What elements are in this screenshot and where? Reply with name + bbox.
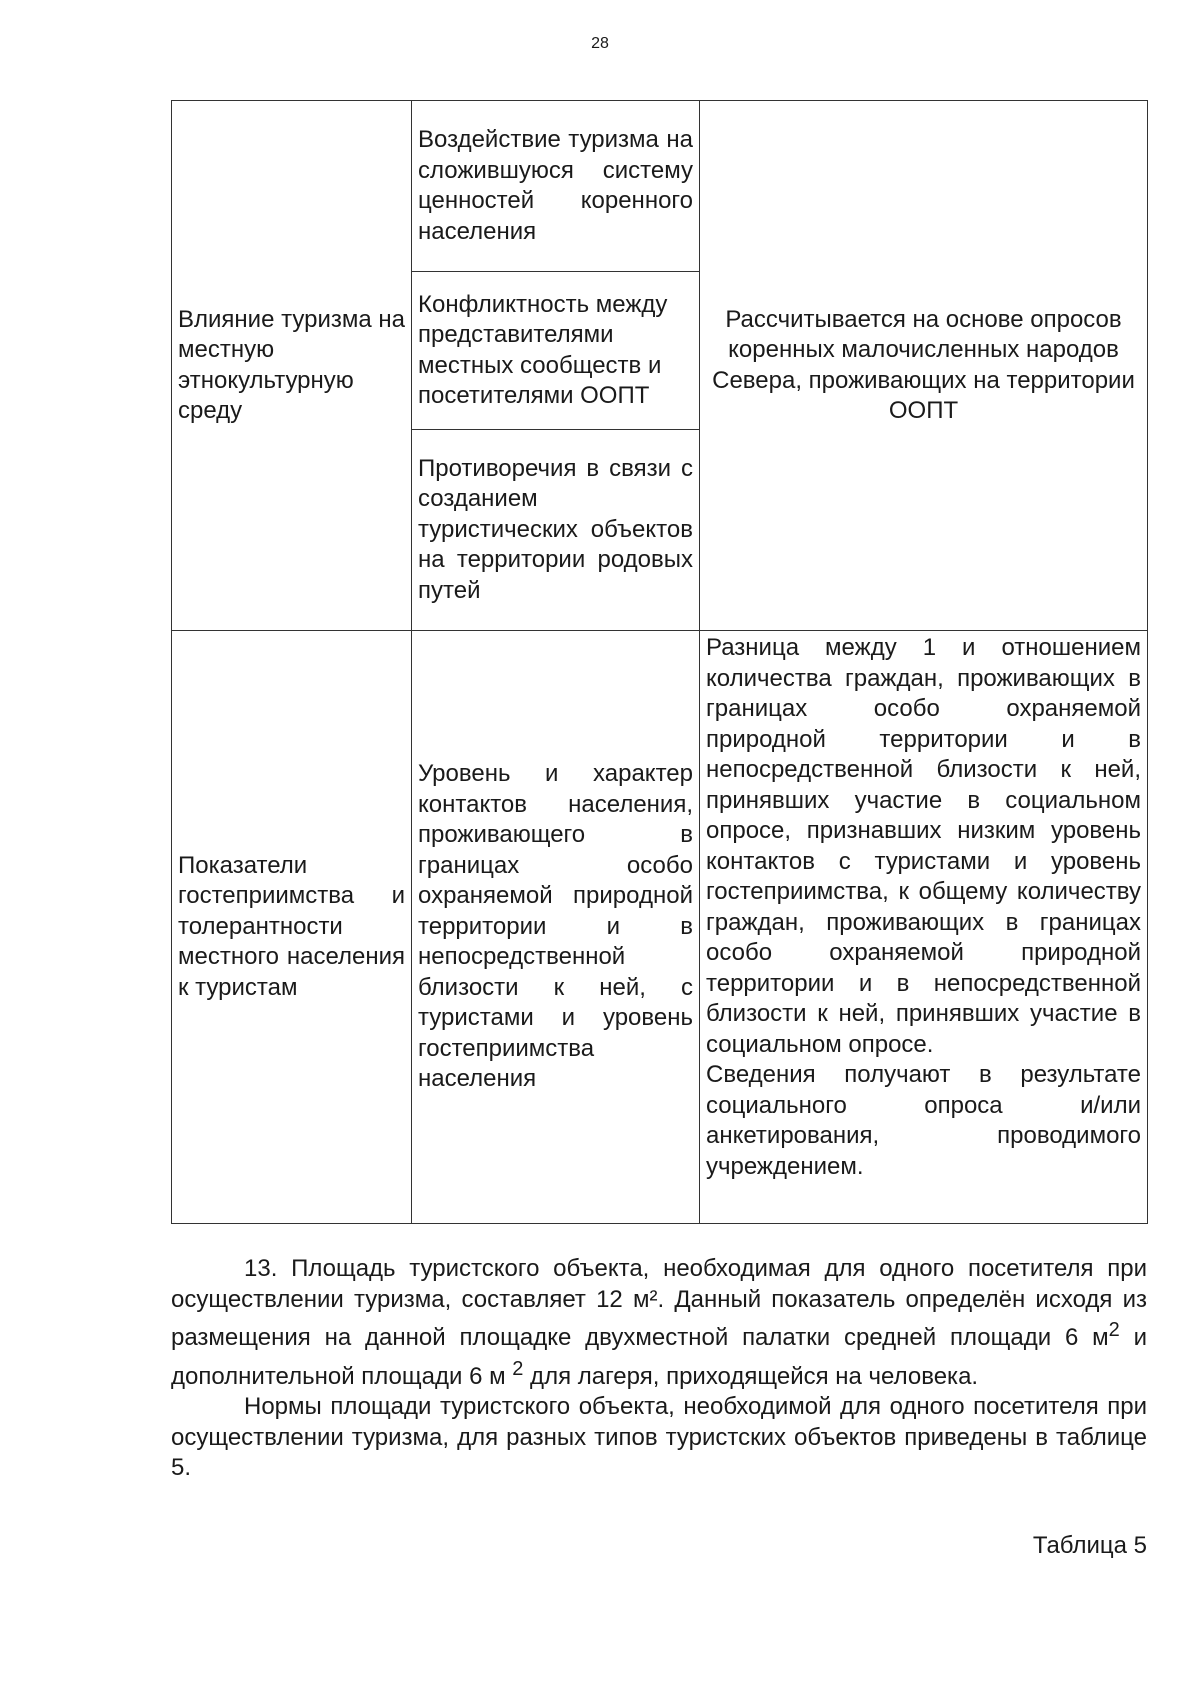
table-cell-sub-values: Воздействие туризма на сложившуюся систему ценностей коренного населения: [412, 101, 700, 272]
body-text: [171, 1254, 1147, 1484]
table-row: [172, 631, 1148, 1224]
page-number: 28: [591, 35, 609, 52]
table-cell-method-survey: Рассчитывается на основе опросов коренных малочисленных народов Севера, проживающих на территории ООПТ: [700, 101, 1148, 631]
table-caption: Таблица 5: [1032, 1532, 1147, 1559]
superscript: 2: [512, 1357, 524, 1380]
table-cell-sub-contacts: Уровень и характер контактов населения, проживающего в границах особо охраняемой природной территории и в непосредственной близости к ней, с туристами и уровень гостеприимства населения: [412, 631, 700, 1224]
table-cell-method-hospitality: [700, 631, 1148, 1224]
table-cell-sub-conflict: Конфликтность между представителями местных сообществ и посетителями ООПТ: [412, 272, 700, 430]
table-row: [172, 101, 1148, 272]
method-paragraph: Разница между 1 и отношением количества граждан, проживающих в границах особо охраняемой природной территории и в непосредственной близости к ней, принявших участие в социальном опросе, признавших низким уровень контактов с туристами и уровень гостеприимства, к общему количеству граждан, проживающих в границах особо охраняемой природной территории и в непосредственной близости к ней, принявших участие в социальном опросе.: [706, 634, 1141, 1058]
paragraph-13: 13. Площадь туристского объекта, необходимая для одного посетителя при осуществлении туризма, составляет 12 м². Данный показатель определён исходя из размещения на данной площадке двухместной палатки средней площади 6 $м^2$ и дополнительной площади 6 м $^2$ для лагеря, приходящейся на человека.: [171, 1255, 1147, 1390]
method-paragraph: Сведения получают в результате социального опроса и/или анкетирования, проводимого учреждением.: [706, 1061, 1141, 1180]
table-cell-group-hospitality: Показатели гостеприимства и толерантности местного населения к туристам: [172, 631, 412, 1224]
paragraph-norms: Нормы площади туристского объекта, необходимой для одного посетителя при осуществлении туризма, для разных типов туристских объектов приведены в таблице 5.: [171, 1393, 1147, 1481]
table-cell-group-ethnocultural: Влияние туризма на местную этнокультурную среду: [172, 101, 412, 631]
table-cell-sub-contradictions: Противоречия в связи с созданием туристических объектов на территории родовых путей: [412, 430, 700, 631]
indicators-table: [171, 100, 1148, 1224]
superscript: 2: [1108, 1319, 1120, 1341]
